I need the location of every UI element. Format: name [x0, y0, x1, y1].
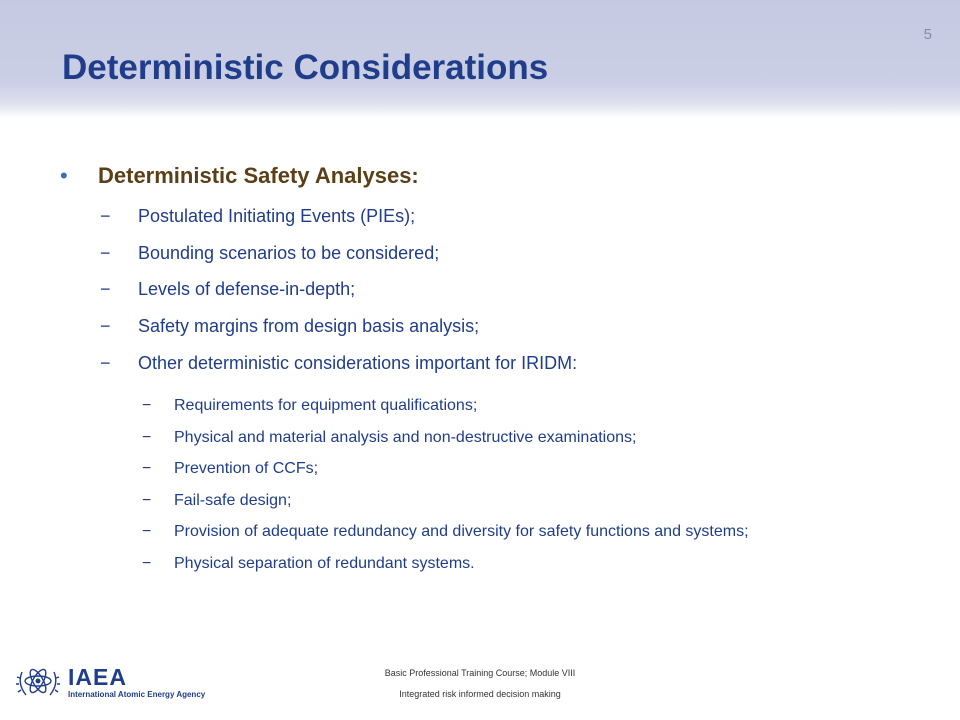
dash-icon: −: [100, 352, 111, 373]
page-number: 5: [923, 26, 932, 43]
list-item: [100, 316, 577, 353]
sub-list-item: [142, 395, 862, 417]
main-bullet: [60, 162, 419, 190]
dash-icon: −: [142, 428, 152, 446]
section-heading: Deterministic Safety Analyses:: [98, 163, 419, 188]
logo-full-name: International Atomic Energy Agency: [68, 689, 206, 699]
sub-list-item-text: Provision of adequate redundancy and diversity for safety functions and systems;: [174, 523, 749, 541]
list-item: [100, 353, 577, 390]
atom-olive-wreath-icon: [14, 660, 62, 704]
sub-list-item-text: Fail-safe design;: [174, 491, 292, 509]
sub-list-item: [142, 553, 862, 575]
sub-list-item-text: Physical and material analysis and non-destructive examinations;: [174, 428, 637, 446]
dash-icon: −: [142, 554, 152, 572]
list-item-text: Bounding scenarios to be considered;: [138, 242, 440, 263]
logo-acronym: IAEA: [68, 663, 127, 690]
slide-title: Deterministic Considerations: [62, 48, 549, 87]
sub-list-item: [142, 427, 862, 449]
list-item-text: Levels of defense-in-depth;: [138, 279, 356, 300]
list-item-text: Other deterministic considerations important for IRIDM:: [138, 352, 578, 373]
list-item-text: Safety margins from design basis analysis;: [138, 316, 480, 337]
dash-icon: −: [100, 279, 111, 300]
footer-course: Basic Professional Training Course; Module VIII: [384, 668, 576, 678]
dash-icon: −: [142, 491, 152, 509]
sub-list-item: [142, 490, 862, 512]
footer-module-title: Integrated risk informed decision making: [399, 689, 561, 699]
sub-list-item: [142, 458, 862, 480]
dash-icon: −: [100, 242, 111, 263]
dash-icon: −: [100, 206, 111, 226]
iaea-logo: [14, 660, 205, 704]
dash-icon: −: [142, 523, 152, 541]
level2-list: [100, 206, 577, 389]
list-item: [100, 243, 577, 280]
sub-list-item-text: Requirements for equipment qualifications;: [174, 397, 478, 414]
sub-list-item-text: Prevention of CCFs;: [174, 460, 319, 478]
dash-icon: −: [100, 316, 111, 337]
sub-list-item: [142, 521, 862, 543]
level3-list: [142, 395, 862, 585]
dash-icon: −: [142, 460, 152, 478]
list-item: [100, 206, 577, 243]
list-item-text: Postulated Initiating Events (PIEs);: [138, 206, 416, 226]
bullet-icon: •: [60, 163, 68, 188]
dash-icon: −: [142, 397, 152, 414]
sub-list-item-text: Physical separation of redundant systems.: [174, 554, 475, 572]
list-item: [100, 279, 577, 316]
